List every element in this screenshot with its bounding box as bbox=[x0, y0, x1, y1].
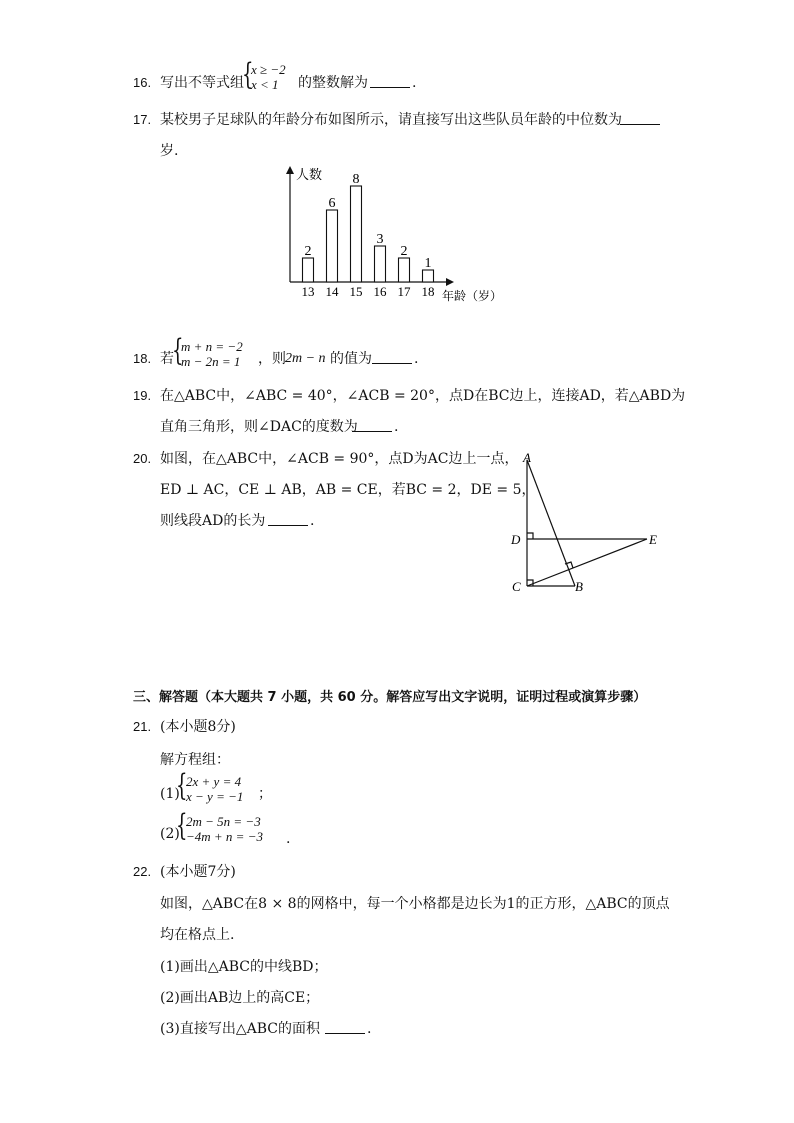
q20-end: . bbox=[310, 513, 315, 529]
q20-line2: ED ⊥ AC，CE ⊥ AB，AB = CE，若BC = 2，DE = 5， bbox=[160, 482, 536, 498]
q19-end: . bbox=[394, 419, 399, 435]
q18-brace: { bbox=[172, 333, 184, 368]
segment-ce bbox=[527, 539, 647, 586]
q16-system-line2: x < 1 bbox=[251, 77, 279, 92]
label-a: A bbox=[523, 450, 531, 465]
bar-17 bbox=[399, 258, 410, 282]
bar-16 bbox=[375, 246, 386, 282]
data-label-13: 2 bbox=[304, 244, 312, 259]
bar-13 bbox=[303, 258, 314, 282]
segment-ab bbox=[527, 460, 575, 586]
q22-score: (本小题7分) bbox=[160, 864, 236, 880]
bar-14 bbox=[327, 210, 338, 282]
q21-part1-end: ； bbox=[258, 786, 272, 802]
q21-score: (本小题8分) bbox=[160, 719, 236, 735]
q21-part2-brace: { bbox=[176, 808, 188, 843]
q17-line2: 岁. bbox=[160, 143, 179, 159]
tick-label-17: 17 bbox=[397, 284, 411, 299]
q18-number: 18. bbox=[133, 351, 152, 366]
data-label-14: 6 bbox=[328, 196, 336, 211]
q22-item2: (2)画出AB边上的高CE； bbox=[160, 990, 320, 1006]
q16-prefix: 写出不等式组 bbox=[160, 75, 244, 91]
age-bar-chart bbox=[270, 162, 520, 307]
q20-answer-blank bbox=[268, 513, 308, 530]
q21-part1-line1: 2x + y = 4 bbox=[186, 774, 242, 789]
q22-item3: (3)直接写出△ABC的面积 bbox=[160, 1021, 320, 1037]
q21-part1-line2: x − y = −1 bbox=[186, 789, 244, 804]
q22-item1: (1)画出△ABC的中线BD； bbox=[160, 959, 328, 975]
tick-label-18: 18 bbox=[421, 284, 435, 299]
q16-system-line1: x ≥ −2 bbox=[251, 62, 286, 77]
q18-suffix: 的值为 bbox=[330, 351, 372, 367]
q16-number: 16. bbox=[133, 75, 152, 90]
q21-part2-end: . bbox=[286, 831, 291, 847]
q16-brace: { bbox=[242, 57, 254, 92]
bar-15 bbox=[351, 186, 362, 282]
q22-line2: 均在格点上. bbox=[160, 927, 235, 943]
q19-line1: 在△ABC中，∠ABC = 40°，∠ACB = 20°，点D在BC边上，连接AD，若△ABD为 bbox=[160, 388, 686, 404]
q18-end: . bbox=[414, 351, 419, 367]
tick-label-16: 16 bbox=[373, 284, 387, 299]
q18-system-line1: m + n = −2 bbox=[181, 339, 243, 354]
q16-answer-blank bbox=[370, 75, 410, 92]
q21-instruction: 解方程组： bbox=[160, 752, 230, 768]
data-label-16: 3 bbox=[376, 232, 384, 247]
q20-line1: 如图，在△ABC中，∠ACB = 90°，点D为AC边上一点， bbox=[160, 451, 519, 467]
q18-prefix: 若 bbox=[160, 351, 174, 367]
q21-number: 21. bbox=[133, 719, 152, 734]
q16-end: . bbox=[412, 75, 417, 91]
data-label-18: 1 bbox=[424, 256, 432, 271]
bar-18 bbox=[423, 270, 434, 282]
q21-part2-line2: −4m + n = −3 bbox=[186, 829, 263, 844]
data-label-15: 8 bbox=[352, 172, 360, 187]
label-d: D bbox=[511, 532, 521, 547]
q17-line1: 某校男子足球队的年龄分布如图所示，请直接写出这些队员年龄的中位数为 bbox=[160, 112, 622, 128]
right-angle-mark-d bbox=[527, 533, 533, 539]
q16-suffix: 的整数解为 bbox=[298, 75, 368, 91]
x-axis-arrow bbox=[446, 278, 454, 286]
data-label-17: 2 bbox=[400, 244, 408, 259]
tick-label-15: 15 bbox=[349, 284, 363, 299]
q22-end: . bbox=[367, 1021, 372, 1037]
y-axis-arrow bbox=[286, 166, 294, 174]
q21-part1-brace: { bbox=[176, 768, 188, 803]
q22-answer-blank bbox=[325, 1021, 365, 1038]
tick-label-14: 14 bbox=[325, 284, 339, 299]
section3-title: 三、解答题（本大题共 7 小题，共 60 分。解答应写出文字说明，证明过程或演算步骤） bbox=[133, 690, 647, 705]
q17-number: 17. bbox=[133, 112, 152, 127]
x-axis-label: 年龄（岁） bbox=[442, 289, 503, 303]
q19-line2: 直角三角形，则∠DAC的度数为 bbox=[160, 419, 358, 435]
q18-expression: 2m − n bbox=[285, 351, 326, 366]
q18-system-line2: m − 2n = 1 bbox=[181, 354, 241, 369]
y-axis-label: 人数 bbox=[296, 167, 323, 182]
q19-answer-blank bbox=[352, 419, 392, 436]
q22-number: 22. bbox=[133, 864, 152, 879]
q21-part2-label: (2) bbox=[160, 826, 180, 842]
q18-answer-blank bbox=[372, 351, 412, 368]
label-e: E bbox=[649, 532, 657, 547]
q20-triangle-figure bbox=[505, 448, 670, 598]
q20-line3: 则线段AD的长为 bbox=[160, 513, 266, 529]
tick-label-13: 13 bbox=[301, 284, 315, 299]
q17-answer-blank bbox=[620, 112, 660, 129]
q21-part1-label: (1) bbox=[160, 786, 180, 802]
q20-number: 20. bbox=[133, 451, 152, 466]
label-c: C bbox=[512, 579, 521, 594]
q18-mid: ，则 bbox=[258, 351, 286, 367]
q21-part2-line1: 2m − 5n = −3 bbox=[186, 814, 261, 829]
q19-number: 19. bbox=[133, 388, 152, 403]
label-b: B bbox=[575, 579, 583, 594]
q22-line1: 如图，△ABC在8 × 8的网格中，每一个小格都是边长为1的正方形，△ABC的顶点 bbox=[160, 896, 670, 912]
